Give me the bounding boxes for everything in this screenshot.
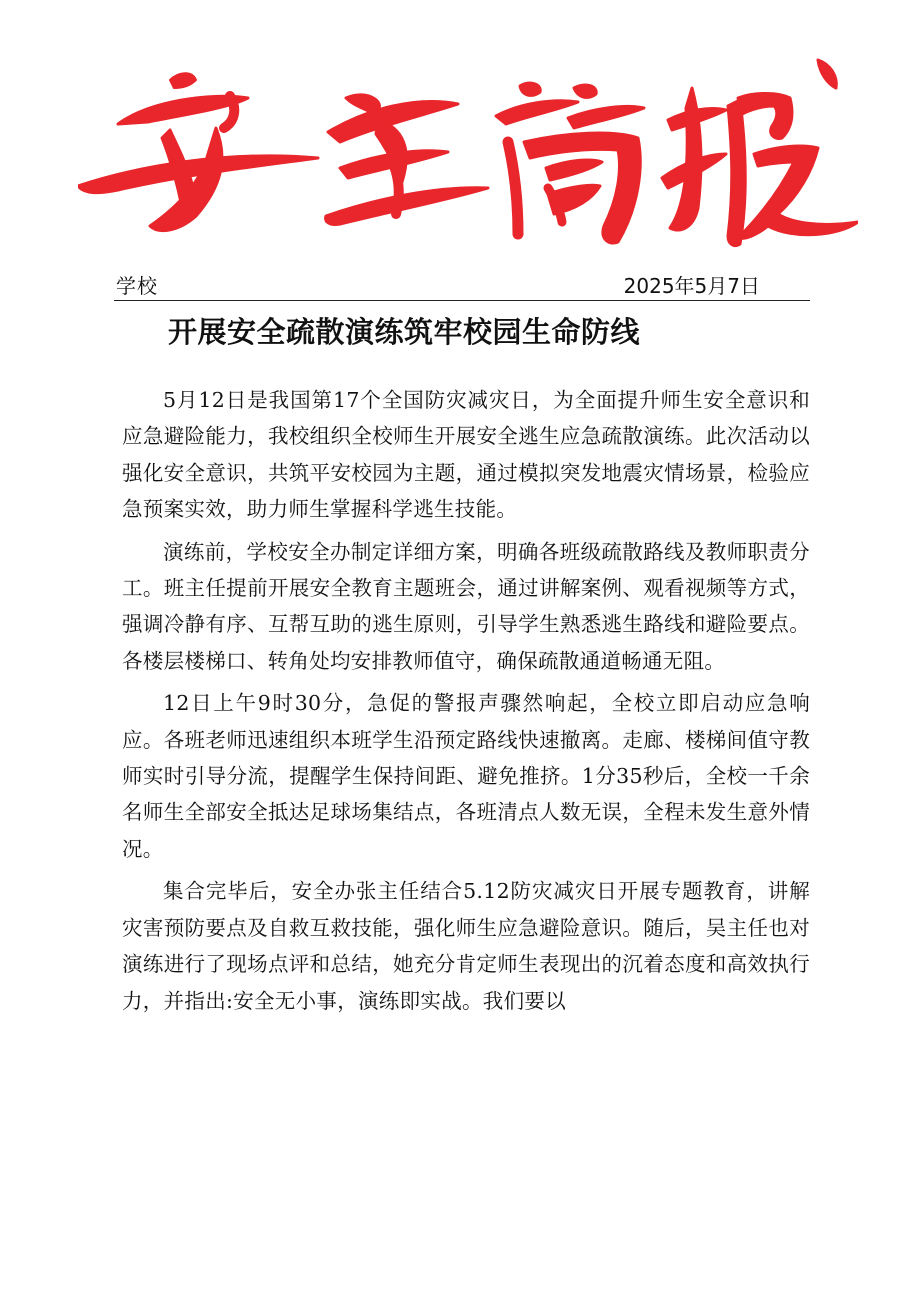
meta-row bbox=[114, 268, 810, 301]
school-label: 学校 bbox=[116, 274, 158, 298]
article-paragraph: 5月12日是我国第17个全国防灾减灾日，为全面提升师生安全意识和应急避险能力，我校组织全校师生开展安全逃生应急疏散演练。此次活动以强化安全意识，共筑平安校园为主题，通过模拟突发地震灾情场景，检验应急预案实效，助力师生掌握科学逃生技能。 bbox=[122, 388, 810, 522]
issue-date: 2025年5月7日 bbox=[623, 274, 760, 298]
article-paragraph: 演练前，学校安全办制定详细方案，明确各班级疏散路线及教师职责分工。班主任提前开展安全教育主题班会，通过讲解案例、观看视频等方式，强调冷静有序、互帮互助的逃生原则，引导学生熟悉逃生路线和避险要点。各楼层楼梯口、转角处均安排教师值守，确保疏散通道畅通无阻。 bbox=[122, 539, 810, 673]
masthead-calligraphy-title bbox=[78, 58, 858, 248]
article-headline: 开展安全疏散演练筑牢校园生命防线 bbox=[168, 315, 641, 349]
article-body bbox=[122, 382, 810, 1025]
article-paragraph: 12日上午9时30分，急促的警报声骤然响起，全校立即启动应急响应。各班老师迅速组织本班学生沿预定路线快速撤离。走廊、楼梯间值守教师实时引导分流，提醒学生保持间距、避免推挤。1分35秒后，全校一千余名师生全部安全抵达足球场集结点，各班清点人数无误，全程未发生意外情况。 bbox=[122, 691, 810, 861]
article-paragraph: 集合完毕后，安全办张主任结合5.12防灾减灾日开展专题教育，讲解灾害预防要点及自救互救技能，强化师生应急避险意识。随后，吴主任也对演练进行了现场点评和总结，她充分肯定师生表现出的沉着态度和高效执行力，并指出:安全无小事，演练即实战。我们要以 bbox=[122, 879, 810, 1013]
